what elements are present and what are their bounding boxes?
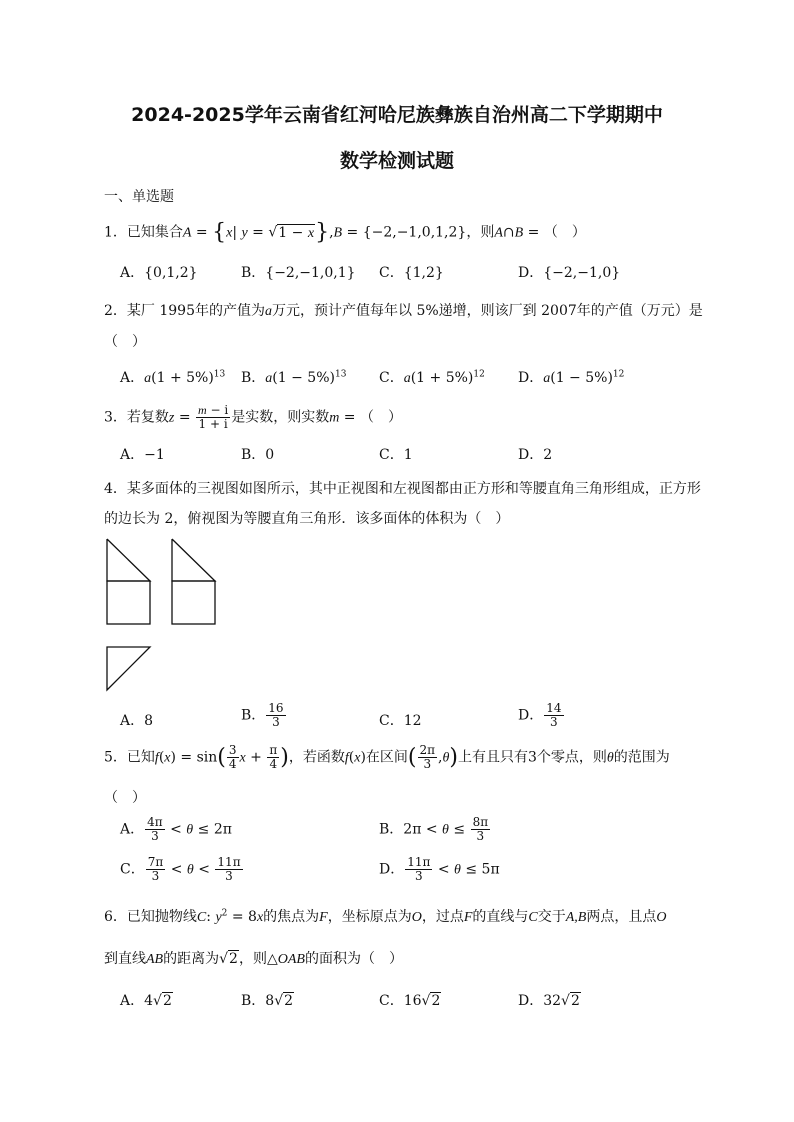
q3-option-d[interactable]: D．2 bbox=[518, 447, 553, 463]
q3-option-c[interactable]: C．1 bbox=[379, 447, 413, 463]
page-title: 2024-2025学年云南省红河哈尼族彝族自治州高二下学期期中 bbox=[131, 104, 663, 126]
question-3: 3．若复数z = $\frac{m - i}{1 + i}$ 是实数，则实数m = （ ） bbox=[104, 403, 402, 431]
top-view bbox=[107, 647, 150, 690]
page-subtitle: 数学检测试题 bbox=[339, 150, 454, 172]
q3-option-b[interactable]: B．0 bbox=[241, 447, 275, 463]
q6-option-d[interactable]: D．32√2 bbox=[518, 993, 580, 1009]
question-2: 2．某厂 1995年的产值为a万元，预计产值每年以 5%递增，则该厂到 2007年的产值（万元）是 bbox=[104, 303, 703, 319]
q6-option-a[interactable]: A．4√2 bbox=[120, 993, 172, 1009]
q2-option-b[interactable]: B．$a(1 - 5\%)^{13}$ bbox=[241, 369, 347, 386]
three-view-figure bbox=[104, 536, 224, 696]
question-1: 1．已知集合A = {x| y = √1 − x},B = {−2,−1,0,1,2}，则A∩B = （ ） bbox=[104, 220, 586, 245]
q4-option-c[interactable]: C．12 bbox=[379, 713, 422, 729]
front-view bbox=[107, 539, 150, 624]
question-4-line2: 的边长为 2，俯视图为等腰直角三角形．该多面体的体积为（ ） bbox=[104, 511, 510, 527]
q1-option-d[interactable]: D．{−2,−1,0} bbox=[518, 265, 621, 281]
q4-option-d[interactable]: D． $\frac{14}{3}$ bbox=[518, 701, 562, 729]
q6-option-b[interactable]: B．8√2 bbox=[241, 993, 294, 1009]
section-heading: 一、单选题 bbox=[104, 189, 174, 205]
q2-option-a[interactable]: A．$a(1 + 5\%)^{13}$ bbox=[120, 369, 226, 386]
q5-blank: （ ） bbox=[104, 790, 146, 806]
q3-option-a[interactable]: A．−1 bbox=[120, 447, 165, 463]
q1-option-b[interactable]: B．{−2,−1,0,1} bbox=[241, 265, 356, 281]
q4-option-b[interactable]: B． $\frac{16}{3}$ bbox=[241, 701, 284, 729]
q5-option-c[interactable]: C． $\frac{7\pi}{3}$ < θ < $\frac{11\pi}{3}$ bbox=[120, 855, 241, 883]
q1-option-a[interactable]: A．{0,1,2} bbox=[120, 265, 198, 281]
q2-blank: （ ） bbox=[104, 334, 146, 350]
q5-option-d[interactable]: D． $\frac{11\pi}{3}$ < θ ≤ 5π bbox=[379, 855, 500, 883]
question-5: 5．已知f(x) = sin( $\frac{3}{4}$ x + $\frac{\pi}{4}$ )，若函数f(x)在区间( $\frac{2\pi}{3}$ ,θ)上有且只有3个零点，则θ的范围为 bbox=[104, 743, 670, 771]
question-6-line2: 到直线AB的距离为√2，则△OAB的面积为（ ） bbox=[104, 951, 403, 967]
q2-option-d[interactable]: D．$a(1 - 5\%)^{12}$ bbox=[518, 369, 625, 386]
question-6-line1: 6．已知抛物线C: $y^2 = 8x$的焦点为F，坐标原点为O，过点F的直线与C交于A,B两点，且点O bbox=[104, 908, 667, 925]
side-view bbox=[172, 539, 215, 624]
q5-option-b[interactable]: B．2π < θ ≤ $\frac{8\pi}{3}$ bbox=[379, 815, 489, 843]
q1-option-c[interactable]: C．{1,2} bbox=[379, 265, 444, 281]
q6-option-c[interactable]: C．16√2 bbox=[379, 993, 441, 1009]
q2-option-c[interactable]: C．$a(1 + 5\%)^{12}$ bbox=[379, 369, 485, 386]
question-4-line1: 4．某多面体的三视图如图所示，其中正视图和左视图都由正方形和等腰直角三角形组成，正方形 bbox=[104, 481, 701, 497]
q5-option-a[interactable]: A． $\frac{4\pi}{3}$ < θ ≤ 2π bbox=[120, 815, 232, 843]
q4-option-a[interactable]: A．8 bbox=[120, 713, 154, 729]
